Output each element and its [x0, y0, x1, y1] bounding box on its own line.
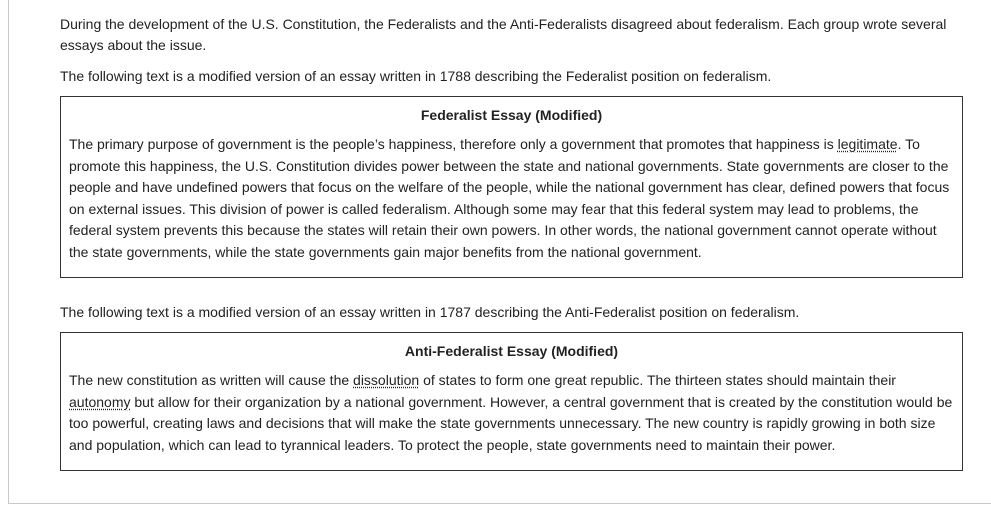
federalist-text-part: . To promote this happiness, the U.S. Constitution divides power between the state and national governments. State governments are closer to the people and have undefined powers that focus on the welfare of the people, while the national government has clear, defined powers that focus on external issues. This division of power is called federalism. Although some may fear that this federal system may lead to problems, the federal system prevents this because the states will retain their own powers. In other words, the national government cannot operate without the state governments, while the state governments gain major benefits from the national government.	[69, 136, 950, 260]
anti-federalist-lead-text: The following text is a modified version of an essay written in 1787 describing the Anti-Federalist position on federalism.	[60, 304, 800, 320]
federalist-essay-body	[69, 134, 954, 263]
federalist-essay-title: Federalist Essay (Modified)	[420, 107, 603, 123]
vocab-term-autonomy[interactable]: autonomy	[69, 393, 131, 410]
vocab-term-dissolution[interactable]: dissolution	[353, 372, 420, 388]
federalist-lead-text: The following text is a modified version of an essay written in 1788 describing the Federalist position on federalism.	[60, 68, 772, 84]
passage-content	[60, 14, 962, 471]
intro-paragraph: During the development of the U.S. Constitution, the Federalists and the Anti-Federalists disagreed about federalism. Each group wrote several essays about the issue.	[60, 16, 947, 53]
federalist-essay-box	[60, 96, 963, 278]
anti-federalist-text-part: of states to form one great republic. The thirteen states should maintain their	[419, 372, 896, 388]
anti-federalist-essay-box	[60, 332, 963, 471]
vocab-term-legitimate[interactable]: legitimate	[837, 136, 898, 152]
anti-federalist-essay-title: Anti-Federalist Essay (Modified)	[404, 343, 619, 359]
passage-frame	[8, 0, 991, 504]
federalist-text-part: The primary purpose of government is the people’s happiness, therefore only a government that promotes that happiness is	[69, 136, 838, 152]
anti-federalist-text-part: The new constitution as written will cause the	[69, 372, 354, 388]
anti-federalist-text-part: but allow for their organization by a national government. However, a central government that is created by the constitution would be too powerful, creating laws and decisions that will make the state governments unnecessary. The new country is rapidly growing in both size and population, which can lead to tyrannical leaders. To protect the people, state governments need to maintain their power.	[69, 393, 953, 453]
anti-federalist-essay-body	[69, 370, 954, 456]
